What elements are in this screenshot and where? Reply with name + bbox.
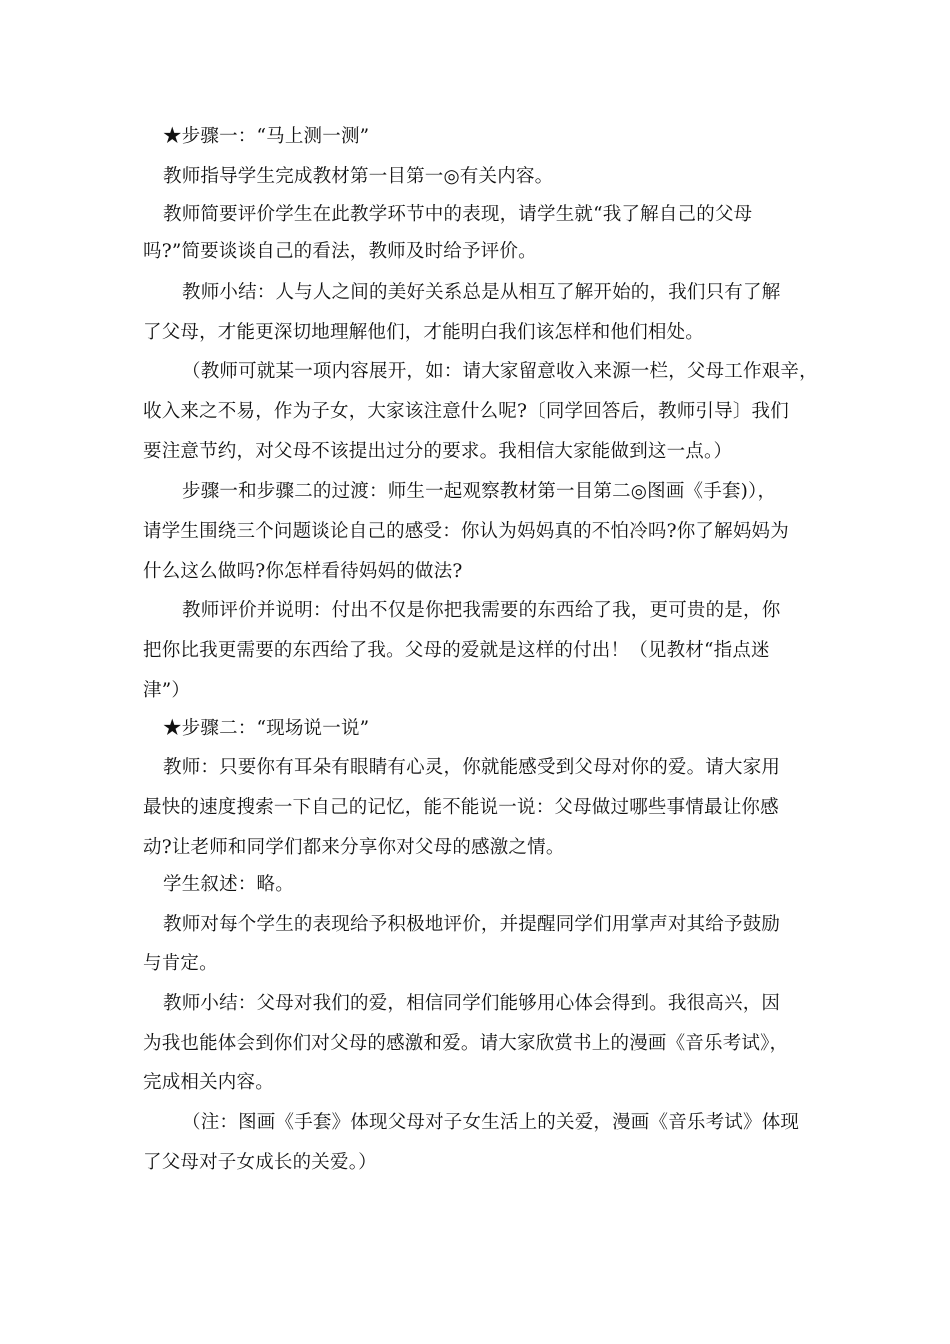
paragraph-line: 要注意节约，对父母不该提出过分的要求。我相信大家能做到这一点。）: [143, 441, 733, 462]
paragraph-line: 收入来之不易，作为子女，大家该注意什么呢?〔同学回答后，教师引导〕我们: [143, 401, 789, 422]
paragraph-line: 为我也能体会到你们对父母的感激和爱。请大家欣赏书上的漫画《音乐考试》，: [143, 1033, 789, 1054]
paragraph-line: 与肯定。: [143, 953, 218, 974]
paragraph-line: 了父母对子女成长的关爱。）: [143, 1152, 377, 1173]
paragraph-line: 了父母，才能更深切地理解他们，才能明白我们该怎样和他们相处。: [143, 322, 705, 343]
paragraph-line: 教师小结：人与人之间的美好关系总是从相互了解开始的，我们只有了解: [182, 282, 781, 303]
paragraph-line: 教师对每个学生的表现给予积极地评价，并提醒同学们用掌声对其给予鼓励: [163, 914, 781, 935]
paragraph-line: 教师指导学生完成教材第一目第一◎有关内容。: [163, 166, 554, 187]
paragraph-line: 请学生围绕三个问题谈论自己的感受：你认为妈妈真的不怕冷吗?你了解妈妈为: [143, 521, 789, 542]
paragraph-line: 最快的速度搜索一下自己的记忆，能不能说一说：父母做过哪些事情最让你感: [143, 797, 779, 818]
paragraph-line: 教师简要评价学生在此教学环节中的表现，请学生就“我了解自己的父母: [163, 204, 753, 225]
paragraph-line: 步骤一和步骤二的过渡：师生一起观察教材第一目第二◎图画《手套)），: [182, 481, 777, 502]
paragraph-line: 把你比我更需要的东西给了我。父母的爱就是这样的付出！（见教材“指点迷: [143, 640, 770, 661]
paragraph-line: 学生叙述：略。: [163, 874, 294, 895]
step-two-heading: ★步骤二：“现场说一说”: [163, 718, 370, 739]
paragraph-line: 教师小结：父母对我们的爱，相信同学们能够用心体会得到。我很高兴，因: [163, 993, 781, 1014]
paragraph-line: （教师可就某一项内容展开，如：请大家留意收入来源一栏，父母工作艰辛，: [182, 361, 818, 382]
step-one-heading: ★步骤一：“马上测一测”: [163, 126, 370, 147]
paragraph-line: 什么这么做吗?你怎样看待妈妈的做法?: [143, 561, 463, 582]
paragraph-line: （注：图画《手套》体现父母对子女生活上的关爱，漫画《音乐考试》体现: [182, 1112, 800, 1133]
paragraph-line: 教师：只要你有耳朵有眼睛有心灵，你就能感受到父母对你的爱。请大家用: [163, 757, 781, 778]
paragraph-line: 教师评价并说明：付出不仅是你把我需要的东西给了我，更可贵的是，你: [182, 600, 781, 621]
paragraph-line: 动?让老师和同学们都来分享你对父母的感激之情。: [143, 837, 565, 858]
paragraph-line: 津”）: [143, 680, 191, 701]
paragraph-line: 吗?”简要谈谈自己的看法，教师及时给予评价。: [143, 241, 537, 262]
paragraph-line: 完成相关内容。: [143, 1072, 274, 1093]
